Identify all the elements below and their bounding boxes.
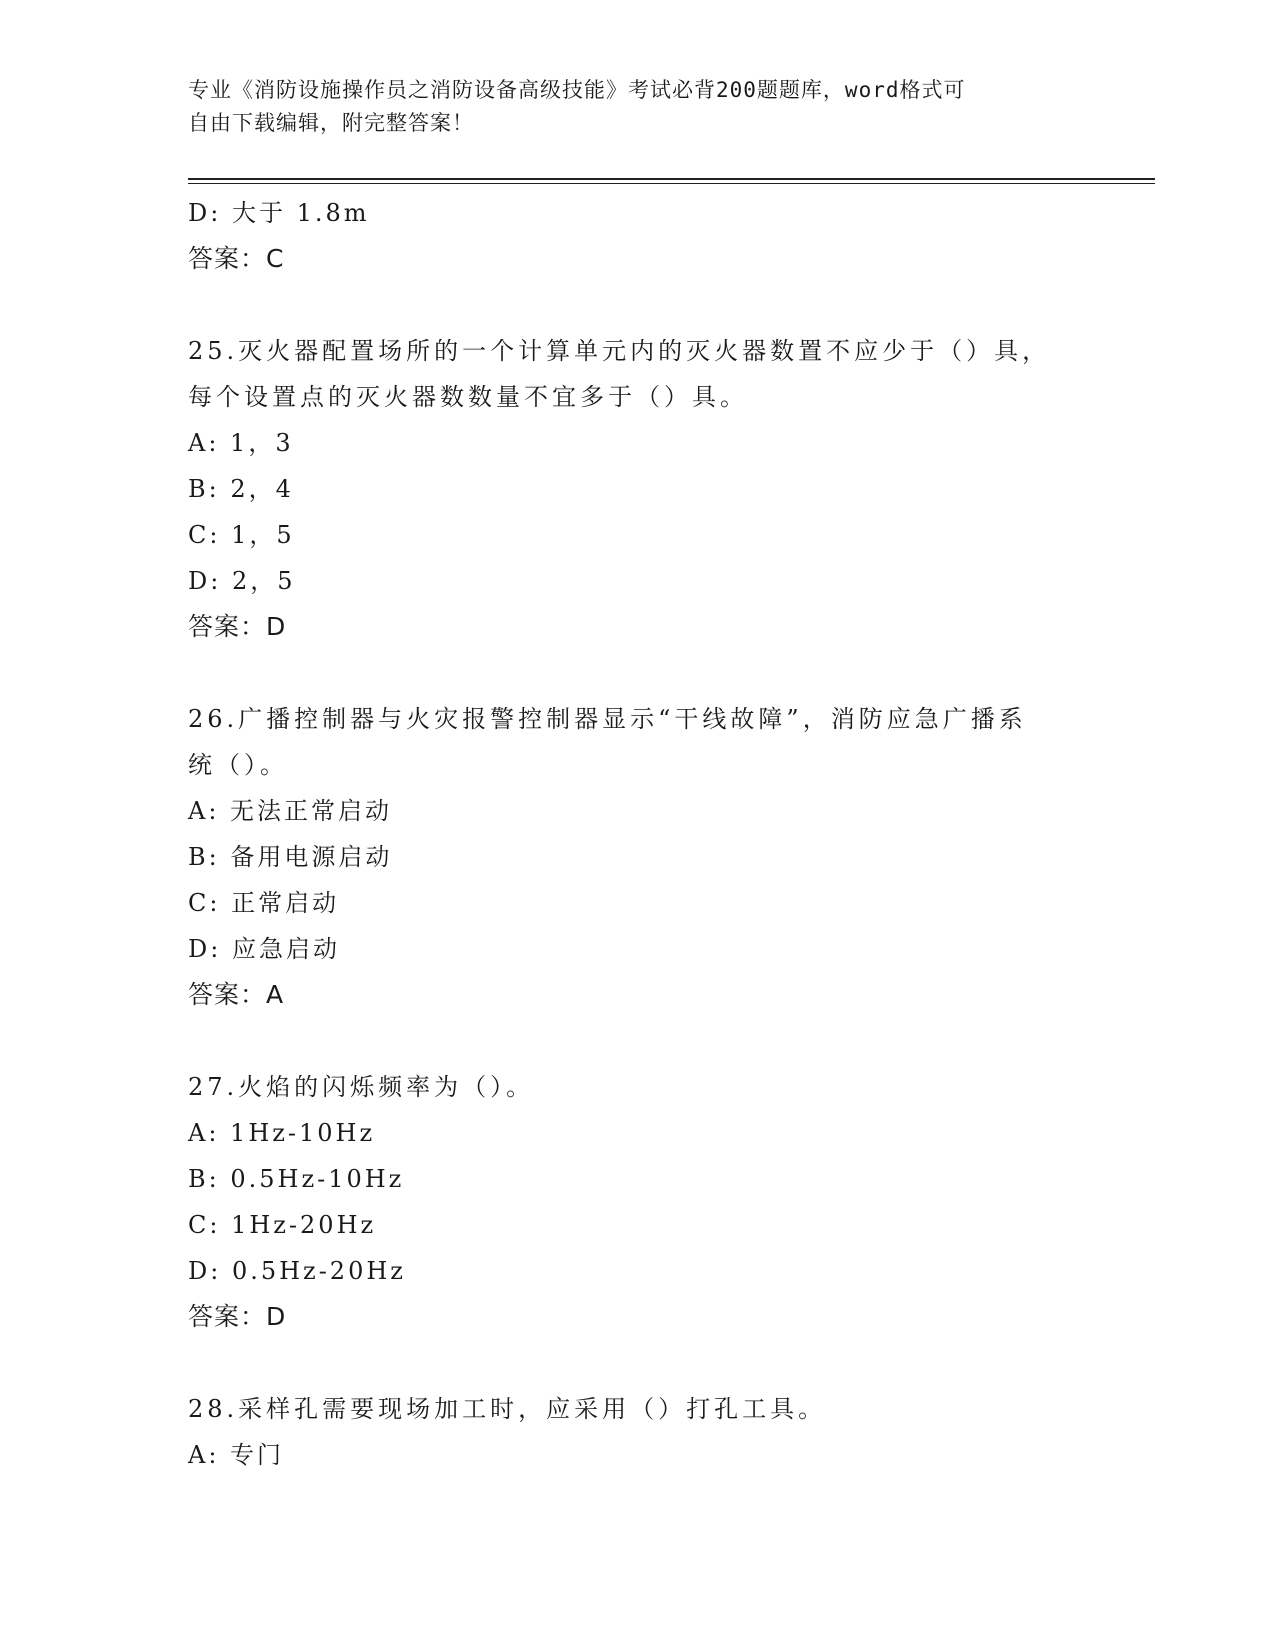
question-list bbox=[188, 190, 1088, 1478]
answer-line: 答案：D bbox=[188, 612, 287, 641]
question-continuation bbox=[188, 190, 1088, 282]
question-text-line-1: 27.火焰的闪烁频率为（）。 bbox=[188, 1073, 535, 1101]
question-text-line-1: 26.广播控制器与火灾报警控制器显示“干线故障”，消防应急广播系 bbox=[188, 705, 1027, 733]
spacer bbox=[188, 650, 1088, 696]
spacer bbox=[188, 1018, 1088, 1064]
option-d: D: 大于 1.8m bbox=[188, 199, 370, 227]
option-c: C: 1Hz-20Hz bbox=[188, 1211, 377, 1239]
header-title-line-2: 自由下载编辑，附完整答案！ bbox=[188, 111, 474, 135]
question-26 bbox=[188, 696, 1088, 1018]
question-text-line-1: 28.采样孔需要现场加工时，应采用（）打孔工具。 bbox=[188, 1395, 827, 1423]
option-b: B: 备用电源启动 bbox=[188, 843, 393, 871]
option-d: D: 2，5 bbox=[188, 567, 296, 595]
question-25 bbox=[188, 328, 1088, 650]
header-title-line-1: 专业《消防设施操作员之消防设备高级技能》考试必背200题题库，word格式可 bbox=[188, 78, 966, 102]
option-b: B: 0.5Hz-10Hz bbox=[188, 1165, 405, 1193]
document-header bbox=[188, 74, 1088, 140]
option-a: A: 无法正常启动 bbox=[188, 797, 393, 825]
answer-line: 答案：A bbox=[188, 980, 285, 1009]
header-divider-thin bbox=[188, 183, 1155, 184]
answer-line: 答案：C bbox=[188, 244, 285, 273]
option-a: A: 1，3 bbox=[188, 429, 294, 457]
option-a: A: 1Hz-10Hz bbox=[188, 1119, 376, 1147]
question-28 bbox=[188, 1386, 1088, 1478]
option-c: C: 1，5 bbox=[188, 521, 295, 549]
question-text-line-2: 统（）。 bbox=[188, 751, 288, 779]
spacer bbox=[188, 282, 1088, 328]
header-divider-thick bbox=[188, 178, 1155, 180]
question-text-line-2: 每个设置点的灭火器数数量不宜多于（）具。 bbox=[188, 383, 748, 411]
option-b: B: 2，4 bbox=[188, 475, 294, 503]
spacer bbox=[188, 1340, 1088, 1386]
option-a: A: 专门 bbox=[188, 1441, 285, 1469]
option-c: C: 正常启动 bbox=[188, 889, 340, 917]
question-text-line-1: 25.灭火器配置场所的一个计算单元内的灭火器数置不应少于（）具， bbox=[188, 337, 1051, 365]
question-27 bbox=[188, 1064, 1088, 1340]
option-d: D: 0.5Hz-20Hz bbox=[188, 1257, 406, 1285]
option-d: D: 应急启动 bbox=[188, 935, 340, 963]
answer-line: 答案：D bbox=[188, 1302, 287, 1331]
